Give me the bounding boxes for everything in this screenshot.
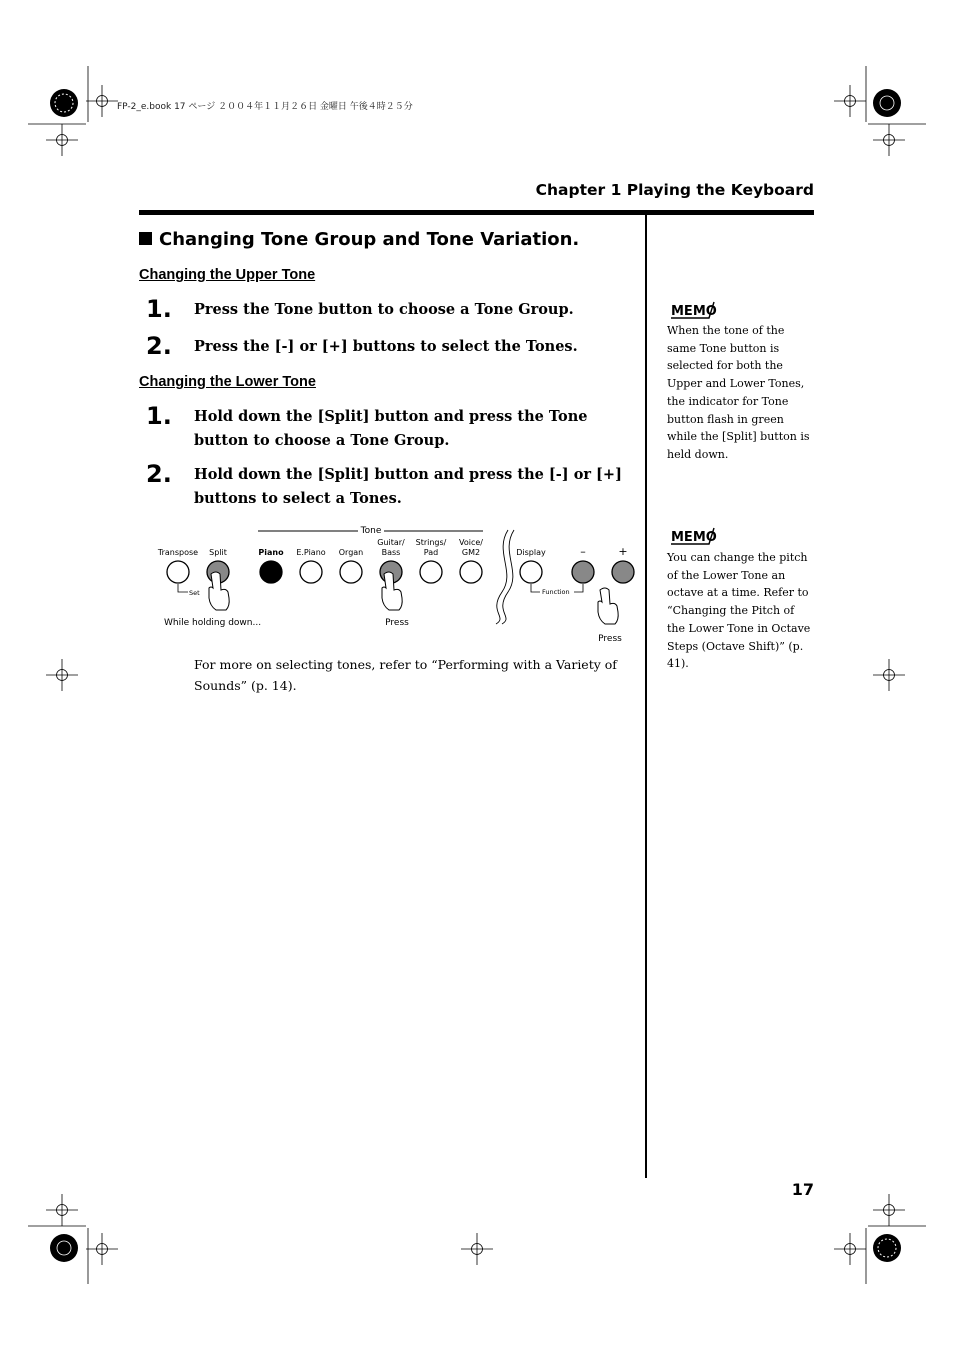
strings-label: Strings/ [415,538,447,547]
caption-press-plus: Press [598,634,622,644]
gm2-label: GM2 [461,548,481,557]
plus-button [612,561,634,583]
hand-pointer-icon [598,588,618,624]
step-number: 1. [146,295,172,323]
step-text: Hold down the [Split] button and press the Tone button to choose a Tone Group. [194,408,588,449]
section-heading [139,229,579,250]
memo-text: When the tone of the same Tone button is selected for both the Upper and Lower Tones, the indicator for Tone button flash in green while the [Split] button is held down. [667,324,810,461]
page-number: 17 [791,1180,814,1199]
memo-icon-label: MEMO [671,530,717,545]
column-divider [645,215,647,1178]
step-number: 2. [146,332,172,360]
memo-icon [669,299,717,321]
display-label: Display [516,548,546,557]
organ-label: Organ [338,548,364,557]
bass-label: Bass [381,548,401,557]
upper-tone-heading: Changing the Upper Tone [139,267,316,283]
split-label: Split [209,548,227,557]
function-label: Function [542,588,570,596]
transpose-button [167,561,189,583]
step-text: Hold down the [Split] button and press the [-] or [+] buttons to select a Tones. [194,466,622,507]
crosshair-target [86,85,118,117]
piano-label: Piano [258,548,284,557]
guitar-label: Guitar/ [377,538,405,547]
pad-label: Pad [423,548,439,557]
set-label: Set [189,589,200,597]
minus-button [572,561,594,583]
memo-icon-label: MEMO [671,304,717,319]
strings-pad-button [420,561,442,583]
reference-text: For more on selecting tones, refer to “Performing with a Variety of Sounds” (p. 14). [194,657,617,693]
memo-text: You can change the pitch of the Lower Tone an octave at a time. Refer to “Changing the Pitch of the Lower Tone in Octave Steps (Octave Shift)” (p. 41). [667,551,811,671]
organ-button [340,561,362,583]
header-rule [139,210,814,215]
caption-press-tone: Press [385,618,409,628]
minus-label: – [580,545,586,558]
caption-holding: While holding down... [164,618,262,628]
plus-label: + [618,545,628,558]
transpose-label: Transpose [157,548,199,557]
section-heading-text: Changing Tone Group and Tone Variation. [159,229,580,250]
chapter-title: Chapter 1 Playing the Keyboard [535,181,814,199]
panel-illustration [150,522,640,648]
voice-gm2-button [460,561,482,583]
step-text: Press the Tone button to choose a Tone Group. [194,301,574,318]
panel-break-line [496,530,508,624]
piano-button [260,561,282,583]
lower-tone-heading: Changing the Lower Tone [139,374,316,390]
voice-label: Voice/ [459,538,483,547]
epiano-label: E.Piano [296,548,326,557]
square-bullet-icon [139,232,152,245]
epiano-button [300,561,322,583]
display-button [520,561,542,583]
step-text: Press the [-] or [+] buttons to select the Tones. [194,338,578,355]
tone-label: Tone [360,526,382,536]
step-number: 1. [146,402,172,430]
print-header: FP-2_e.book 17 ページ ２００４年１１月２６日 金曜日 午後４時２５分 [117,102,413,112]
memo-icon [669,525,717,547]
step-number: 2. [146,460,172,488]
